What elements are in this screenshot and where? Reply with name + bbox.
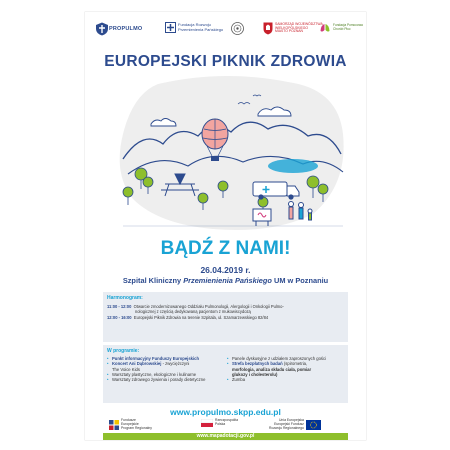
propulmo-text: PROPULMO xyxy=(109,26,143,32)
funding-logos xyxy=(103,419,348,433)
samorzad-line-1: SAMORZĄD WOJEWÓDZTWA xyxy=(275,21,323,26)
fundacja-line-1: Fundacja Rozwoju xyxy=(178,22,211,27)
fundacja-line-2: Przemienienia Pańskiego xyxy=(178,26,224,32)
fundusz-logo xyxy=(319,22,363,34)
rp-line-1: Rzeczpospolita xyxy=(215,418,238,423)
place-suffix: UM w Poznaniu xyxy=(271,276,329,285)
fe-icon xyxy=(109,420,119,430)
university-seal xyxy=(231,22,244,35)
coat-of-arms-icon xyxy=(263,22,273,35)
fundusz-line-2: Chorób Płuc xyxy=(333,27,351,31)
harmonogram-header: Harmonogram: xyxy=(107,295,143,301)
list-item: • Zumba xyxy=(227,377,326,382)
website-link[interactable]: www.propulmo.skpp.edu.pl xyxy=(170,407,281,417)
schedule-text: Otwarcie zmodernizowanego Oddziału Pulmonologii, Alergologii i Onkologii Pulmo- xyxy=(133,304,284,309)
list-item: • Warsztaty zdrowego żywienia i porady dietetyczne xyxy=(107,377,205,382)
fe-logo xyxy=(109,419,152,430)
fundusz-line-1: Fundacja Pomocowa xyxy=(333,23,363,28)
page-title: EUROPEJSKI PIKNIK ZDROWIA xyxy=(104,53,347,70)
event-date: 26.04.2019 r. xyxy=(200,265,251,275)
rp-logo xyxy=(201,419,238,427)
list-item: • Strefa bezpłatnych badań (spirometria, xyxy=(227,361,326,366)
ue-logo xyxy=(269,419,321,430)
schedule-time: 11:00 - 12:00 xyxy=(107,304,132,309)
schedule-row xyxy=(107,315,345,320)
shield-icon xyxy=(95,22,109,36)
place-prefix: Szpital Kliniczny xyxy=(122,276,184,285)
ue-line-2: Europejski Fundusz xyxy=(274,421,304,426)
picnic-illustration xyxy=(103,74,348,234)
list-item: • Punkt informacyjny Funduszy Europejskich xyxy=(107,356,205,361)
logo-bar xyxy=(85,18,366,48)
lungs-icon xyxy=(319,22,331,34)
place-italic: Przemienienia Pańskiego xyxy=(183,276,272,285)
polish-flag-icon xyxy=(201,419,213,427)
fe-line-3: Program Regionalny xyxy=(121,425,152,430)
program-left-column xyxy=(107,356,205,382)
list-item-continuation: morfologia, analiza składu ciała, pomiar xyxy=(232,366,312,372)
ue-line-3: Rozwoju Regionalnego xyxy=(269,425,304,430)
samorzad-line-3: MIASTO POZNAŃ xyxy=(275,29,304,34)
schedule-text: Europejski Piknik Zdrowia na terenie Szpitala, ul. Szamarzewskiego 82/84 xyxy=(133,314,269,320)
eu-flag-icon xyxy=(306,420,321,430)
cross-icon xyxy=(165,22,176,33)
harmonogram-box xyxy=(103,292,348,342)
event-place xyxy=(85,276,366,285)
propulmo-logo xyxy=(95,22,142,36)
ue-line-1: Unia Europejska xyxy=(278,418,304,422)
rp-line-2: Polska xyxy=(215,422,226,426)
list-item-continuation: The Voice Kids xyxy=(112,366,140,372)
schedule-time: 12:00 - 16:00 xyxy=(107,314,132,320)
tagline: BĄDŹ Z NAMI! xyxy=(160,238,291,259)
list-item: • Panele dyskusyjne z udziałem zaproszonych gości xyxy=(227,356,326,361)
lake xyxy=(268,159,318,173)
fe-line-1: Fundusze xyxy=(121,418,136,422)
list-item: • Warsztaty plastyczne, ekologiczne i kulinarne xyxy=(107,372,205,377)
fundacja-logo xyxy=(165,22,223,33)
list-item: • Koncert Ani Dąbrowskiej - zwyciężczyni xyxy=(107,361,205,366)
program-right-column xyxy=(227,356,326,382)
list-item-continuation: glukozy i cholesterolu) xyxy=(232,371,278,377)
samorzad-logo xyxy=(263,22,323,35)
program-box xyxy=(103,345,348,403)
bottom-url-bar[interactable]: www.mapadotacji.gov.pl xyxy=(103,433,348,440)
poster xyxy=(85,12,366,440)
seal-icon xyxy=(231,22,244,35)
program-header: W programie: xyxy=(107,348,140,354)
fe-line-2: Europejskie xyxy=(121,421,139,426)
samorzad-line-2: WIELKOPOLSKIEGO xyxy=(275,25,308,30)
schedule-text: nologicznej z częścią dedykowaną pacjentom z mukowiscydozą xyxy=(135,309,251,315)
